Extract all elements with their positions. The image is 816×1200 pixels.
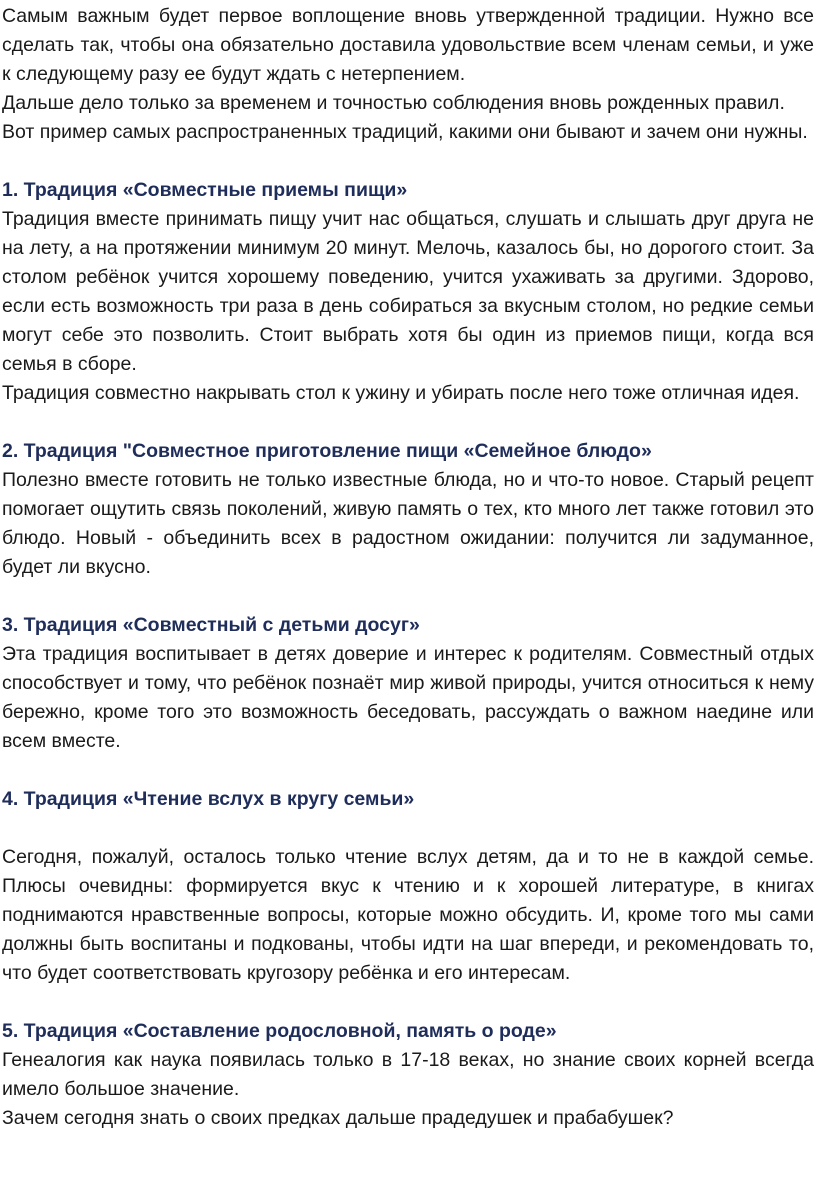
section-2-paragraph-1: Полезно вместе готовить не только известные блюда, но и что-то новое. Старый рецепт помогает ощутить связь поколений, живую память о тех, кто много лет также готовил это блюдо. Новый - объединить всех в радостном ожидании: получится ли задуманное, будет ли вкусно. bbox=[2, 469, 814, 578]
section-3-paragraph-1: Эта традиция воспитывает в детях доверие и интерес к родителям. Совместный отдых способствует и тому, что ребёнок познаёт мир живой природы, учится относиться к нему бережно, кроме того это возможность беседовать, рассуждать о важном наедине или всем вместе. bbox=[2, 643, 814, 752]
intro-paragraph-1: Самым важным будет первое воплощение вновь утвержденной традиции. Нужно все сделать так, чтобы она обязательно доставила удовольствие всем членам семьи, и уже к следующему разу ее будут ждать с нетерпением. bbox=[2, 5, 814, 85]
intro-paragraph-3: Вот пример самых распространенных традиций, какими они бывают и зачем они нужны. bbox=[2, 121, 808, 143]
section-4-paragraph-1: Сегодня, пожалуй, осталось только чтение вслух детям, да и то не в каждой семье. Плюсы очевидны: формируется вкус к чтению и к хорошей литературе, в книгах поднимаются нравственные вопросы, которые можно обсудить. И, кроме того мы сами должны быть воспитаны и подкованы, чтобы идти на шаг впереди, и рекомендовать то, что будет соответствовать кругозору ребёнка и его интересам. bbox=[2, 846, 814, 984]
section-2-heading: 2. Традиция "Совместное приготовление пищи «Семейное блюдо» bbox=[2, 440, 652, 462]
spacer bbox=[2, 988, 814, 1017]
spacer bbox=[2, 582, 814, 611]
section-1-heading: 1. Традиция «Совместные приемы пищи» bbox=[2, 179, 408, 201]
section-3-heading: 3. Традиция «Совместный с детьми досуг» bbox=[2, 614, 420, 636]
intro-paragraph-2: Дальше дело только за временем и точностью соблюдения вновь рожденных правил. bbox=[2, 92, 785, 114]
section-1-paragraph-2: Традиция совместно накрывать стол к ужину и убирать после него тоже отличная идея. bbox=[2, 382, 800, 404]
section-4-heading: 4. Традиция «Чтение вслух в кругу семьи» bbox=[2, 788, 415, 810]
spacer bbox=[2, 814, 814, 843]
spacer bbox=[2, 756, 814, 785]
section-5-paragraph-1: Генеалогия как наука появилась только в 17-18 веках, но знание своих корней всегда имело большое значение. bbox=[2, 1049, 814, 1100]
section-5-heading: 5. Традиция «Составление родословной, память о роде» bbox=[2, 1020, 557, 1042]
section-1-paragraph-1: Традиция вместе принимать пищу учит нас общаться, слушать и слышать друг друга не на лету, а на протяжении минимум 20 минут. Мелочь, казалось бы, но дорогого стоит. За столом ребёнок учится хорошему поведению, учится ухаживать за другими. Здорово, если есть возможность три раза в день собираться за вкусным столом, но редкие семьи могут себе это позволить. Стоит выбрать хотя бы один из приемов пищи, когда вся семья в сборе. bbox=[2, 208, 814, 375]
spacer bbox=[2, 408, 814, 437]
section-5-paragraph-2: Зачем сегодня знать о своих предках дальше прадедушек и прабабушек? bbox=[2, 1107, 674, 1129]
spacer bbox=[2, 147, 814, 176]
